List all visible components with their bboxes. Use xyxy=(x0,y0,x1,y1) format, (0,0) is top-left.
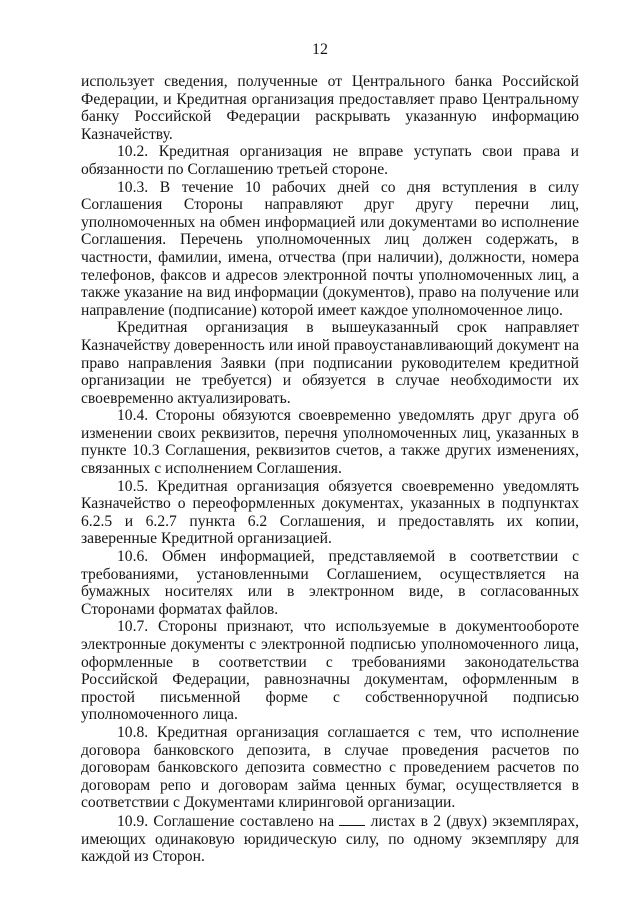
paragraph-10-7: 10.7. Стороны признают, что используемые в документообороте электронные документы с электронной подписью уполномоченного лица, оформленные в соответствии с требованиями законодательства Российской Федерации, равнозначны документам, оформленным в простой письменной форме с собственноручной подписью уполномоченного лица. xyxy=(81,618,579,724)
paragraph-10-8: 10.8. Кредитная организация соглашается с тем, что исполнение договора банковского депозита, в случае проведения расчетов по договорам банковского депозита совместно с проведением расчетов по договорам репо и договорам займа ценных бумаг, осуществляется в соответствии с Документами клиринговой организации. xyxy=(81,723,579,812)
document-body xyxy=(81,73,579,866)
paragraph-10-9-rest: листах в 2 (двух) экземплярах, имеющих одинаковую юридическую силу, по одному экземпляру для каждой из Сторон. xyxy=(81,812,580,866)
sheet-count-blank xyxy=(339,812,365,826)
paragraph-10-1-continuation: использует сведения, полученные от Центрального банка Российской Федерации, и Кредитная организация предоставляет право Центральному банку Российской Федерации раскрывать указанную информацию Казначейству. xyxy=(81,73,579,143)
paragraph-10-9-lead: 10.9. Соглашение составлено на xyxy=(117,812,335,830)
paragraph-10-3: 10.3. В течение 10 рабочих дней со дня вступления в силу Соглашения Стороны направляют друг другу перечни лиц, уполномоченных на обмен информацией или документами во исполнение Соглашения. Перечень уполномоченных лиц должен содержать, в частности, фамилии, имена, отчества (при наличии), должности, номера телефонов, факсов и адресов электронной почты уполномоченных лиц, а также указание на вид информации (документов), право на получение или направление (подписание) которой имеет каждое уполномоченное лицо. xyxy=(81,178,579,319)
page-number: 12 xyxy=(312,41,328,58)
paragraph-10-4: 10.4. Стороны обязуются своевременно уведомлять друг друга об изменении своих реквизитов, перечня уполномоченных лиц, указанных в пункте 10.3 Соглашения, реквизитов счетов, а также других изменениях, связанных с исполнением Соглашения. xyxy=(81,407,579,478)
paragraph-10-3-power-of-attorney: Кредитная организация в вышеуказанный срок направляет Казначейству доверенность или иной правоустанавливающий документ на право направления Заявки (при подписании руководителем кредитной организации не требуется) и обязуется в случае необходимости их своевременно актуализировать. xyxy=(81,319,579,407)
paragraph-10-5: 10.5. Кредитная организация обязуется своевременно уведомлять Казначейство о переоформленных документах, указанных в подпунктах 6.2.5 и 6.2.7 пункта 6.2 Соглашения, и предоставлять их копии, заверенные Кредитной организацией. xyxy=(81,477,579,548)
paragraph-10-9 xyxy=(81,812,579,866)
paragraph-10-6: 10.6. Обмен информацией, представляемой в соответствии с требованиями, установленными Соглашением, осуществляется на бумажных носителях или в электронном виде, в согласованных Сторонами форматах файлов. xyxy=(81,548,579,618)
paragraph-10-2: 10.2. Кредитная организация не вправе уступать свои права и обязанности по Соглашению третьей стороне. xyxy=(81,143,579,178)
